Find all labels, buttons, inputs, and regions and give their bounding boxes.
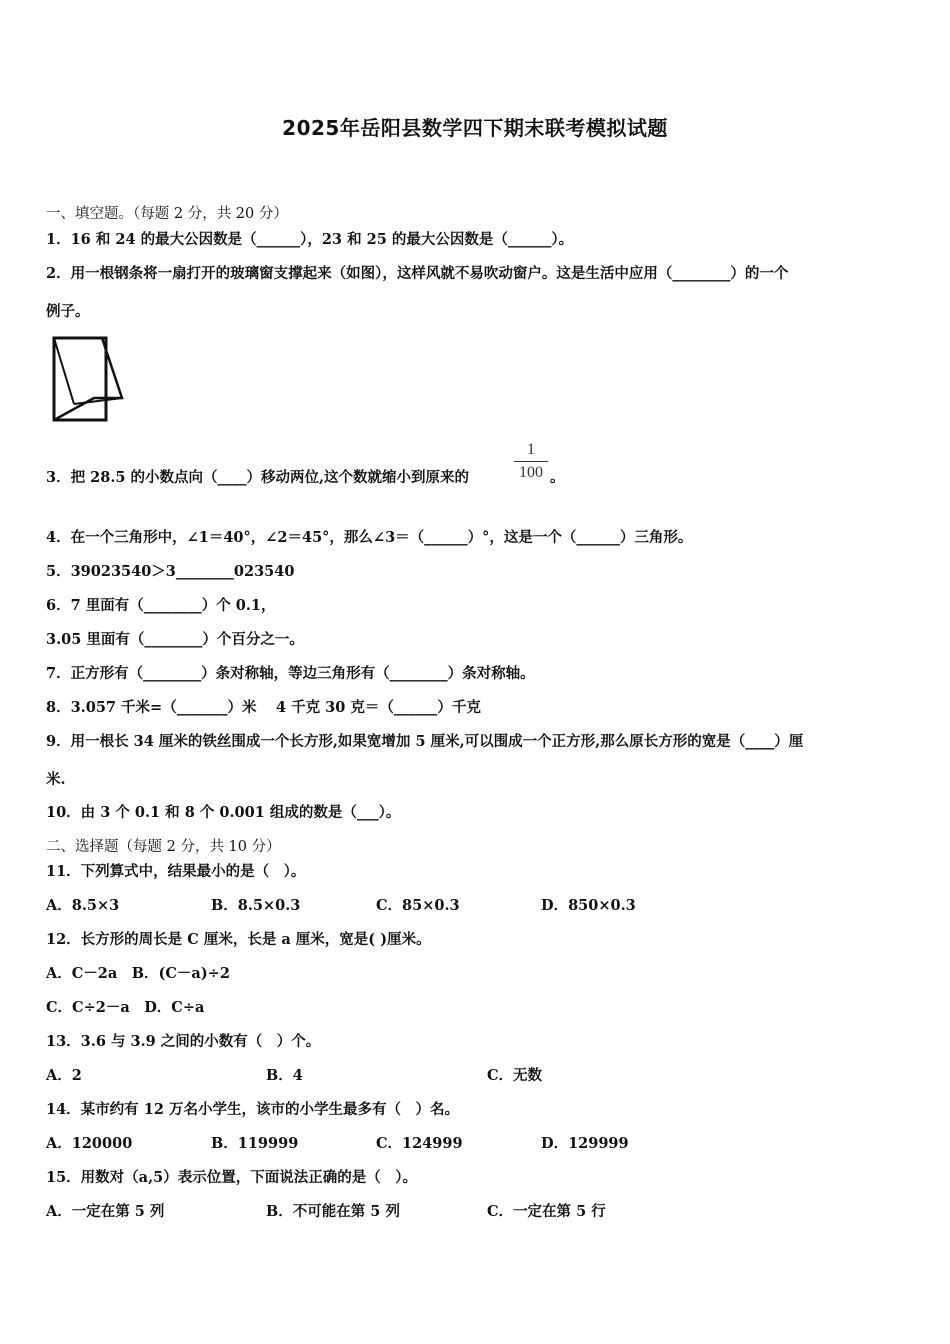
question-9-line-1: 9．用一根长 34 厘米的铁丝围成一个长方形,如果宽增加 5 厘米,可以围成一个正方形,那么原长方形的宽是（____）厘: [46, 733, 804, 750]
question-4: 4．在一个三角形中，∠1＝40°，∠2＝45°，那么∠3＝（______）°，这是一个（______）三角形。: [46, 529, 693, 546]
question-12: 12．长方形的周长是 C 厘米，长是 a 厘米，宽是( )厘米。: [46, 931, 431, 948]
q11-option-c: C．85×0.3: [376, 897, 460, 914]
fraction-one-hundredth: [514, 440, 548, 483]
question-2-line-2: 例子。: [46, 303, 90, 320]
question-6-part-1: 6．7 里面有（________）个 0.1，: [46, 597, 276, 614]
q14-option-a: A．120000: [46, 1135, 133, 1152]
q12-options-row-1: A．C－2a B．(C－a)÷2: [46, 965, 230, 982]
question-11: 11．下列算式中，结果最小的是（ ）。: [46, 863, 306, 880]
q13-option-b: B．4: [266, 1067, 303, 1084]
q14-option-b: B．119999: [211, 1135, 299, 1152]
question-13: 13．3.6 与 3.9 之间的小数有（ ）个。: [46, 1033, 321, 1050]
q15-option-c: C．一定在第 5 行: [487, 1203, 606, 1220]
section-multiple-choice: 二、选择题（每题 2 分，共 10 分）: [46, 839, 281, 855]
fraction-bar: [514, 461, 548, 462]
q14-option-d: D．129999: [541, 1135, 629, 1152]
question-14: 14．某市约有 12 万名小学生，该市的小学生最多有（ ）名。: [46, 1101, 459, 1118]
q15-option-a: A．一定在第 5 列: [46, 1203, 165, 1220]
question-10: 10．由 3 个 0.1 和 8 个 0.001 组成的数是（___）。: [46, 804, 401, 821]
question-3-text: 3．把 28.5 的小数点向（____）移动两位,这个数就缩小到原来的: [46, 469, 470, 486]
question-3: [46, 466, 469, 487]
question-2-line-1: 2．用一根钢条将一扇打开的玻璃窗支撑起来（如图），这样风就不易吹动窗户。这是生活中应用（________）的一个: [46, 265, 789, 282]
q12-options-row-2: C．C÷2－a D．C÷a: [46, 999, 205, 1016]
fraction-numerator: 1: [527, 441, 535, 458]
q13-option-a: A．2: [46, 1067, 82, 1084]
fraction-denominator: 100: [519, 464, 543, 481]
question-7: 7．正方形有（________）条对称轴，等边三角形有（________）条对称轴。: [46, 665, 535, 682]
q13-option-c: C．无数: [487, 1067, 543, 1084]
question-15: 15．用数对（a,5）表示位置，下面说法正确的是（ ）。: [46, 1169, 417, 1186]
window-support-figure: [50, 334, 128, 424]
question-9-line-2: 米.: [46, 771, 66, 788]
question-1: 1．16 和 24 的最大公因数是（______），23 和 25 的最大公因数是（______）。: [46, 231, 574, 248]
question-6-part-2: 3.05 里面有（________）个百分之一。: [46, 631, 304, 648]
question-3-end: 。: [550, 469, 565, 486]
q15-option-b: B．不可能在第 5 列: [266, 1203, 400, 1220]
q11-option-d: D．850×0.3: [541, 897, 636, 914]
q11-option-a: A．8.5×3: [46, 897, 120, 914]
page-title: 2025年岳阳县数学四下期末联考模拟试题: [282, 116, 668, 140]
question-5: 5．39023540＞3________023540: [46, 563, 295, 580]
question-8: 8．3.057 千米=（_______）米 4 千克 30 克＝（______）千克: [46, 699, 481, 716]
q11-option-b: B．8.5×0.3: [211, 897, 301, 914]
q14-option-c: C．124999: [376, 1135, 463, 1152]
section-fill-in: 一、填空题。（每题 2 分，共 20 分）: [46, 206, 288, 222]
